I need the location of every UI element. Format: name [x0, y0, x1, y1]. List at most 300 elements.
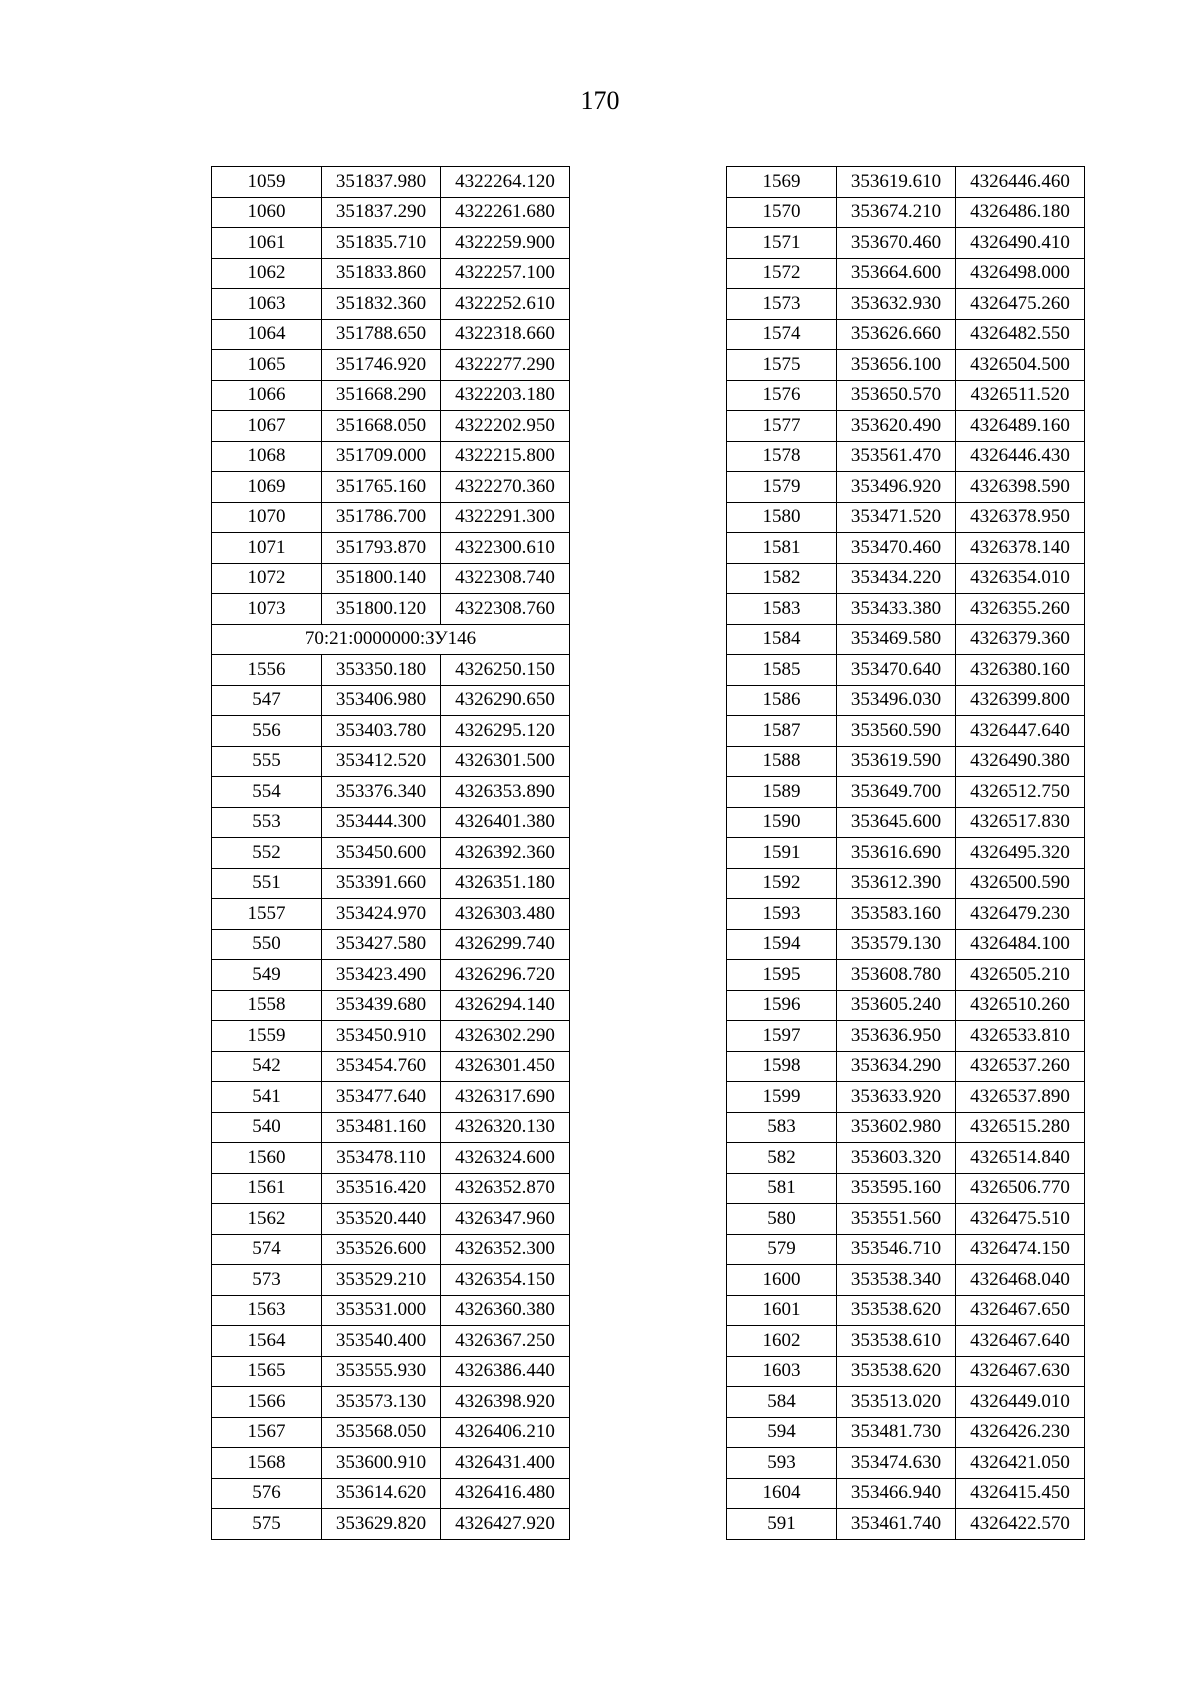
y-coordinate-cell: 4326301.450: [441, 1051, 570, 1082]
x-coordinate-cell: 353461.740: [837, 1509, 956, 1540]
y-coordinate-cell: 4326431.400: [441, 1448, 570, 1479]
table-row: [212, 960, 570, 991]
x-coordinate-cell: 353629.820: [322, 1509, 441, 1540]
x-coordinate-cell: 353376.340: [322, 777, 441, 808]
point-number-cell: 1598: [727, 1051, 837, 1082]
x-coordinate-cell: 353439.680: [322, 990, 441, 1021]
point-number-cell: 1573: [727, 289, 837, 320]
x-coordinate-cell: 353470.460: [837, 533, 956, 564]
table-row: [212, 350, 570, 381]
table-row: [727, 1234, 1085, 1265]
table-row: [212, 258, 570, 289]
x-coordinate-cell: 353664.600: [837, 258, 956, 289]
point-number-cell: 547: [212, 685, 322, 716]
point-number-cell: 550: [212, 929, 322, 960]
table-row: [212, 716, 570, 747]
x-coordinate-cell: 353674.210: [837, 197, 956, 228]
point-number-cell: 1566: [212, 1387, 322, 1418]
x-coordinate-cell: 353560.590: [837, 716, 956, 747]
y-coordinate-cell: 4326380.160: [956, 655, 1085, 686]
table-row: [212, 441, 570, 472]
table-row: [727, 1082, 1085, 1113]
y-coordinate-cell: 4326320.130: [441, 1112, 570, 1143]
x-coordinate-cell: 351837.980: [322, 167, 441, 198]
point-number-cell: 1570: [727, 197, 837, 228]
x-coordinate-cell: 351668.050: [322, 411, 441, 442]
y-coordinate-cell: 4326537.260: [956, 1051, 1085, 1082]
x-coordinate-cell: 353471.520: [837, 502, 956, 533]
y-coordinate-cell: 4326303.480: [441, 899, 570, 930]
table-row: [212, 1143, 570, 1174]
y-coordinate-cell: 4326515.280: [956, 1112, 1085, 1143]
x-coordinate-cell: 353573.130: [322, 1387, 441, 1418]
y-coordinate-cell: 4322261.680: [441, 197, 570, 228]
table-row: [212, 746, 570, 777]
table-row: [212, 1234, 570, 1265]
point-number-cell: 1068: [212, 441, 322, 472]
x-coordinate-cell: 351765.160: [322, 472, 441, 503]
x-coordinate-cell: 353403.780: [322, 716, 441, 747]
x-coordinate-cell: 353423.490: [322, 960, 441, 991]
x-coordinate-cell: 353619.590: [837, 746, 956, 777]
table-row: [727, 777, 1085, 808]
table-row: [727, 624, 1085, 655]
point-number-cell: 1059: [212, 167, 322, 198]
table-row: [727, 1448, 1085, 1479]
y-coordinate-cell: 4326517.830: [956, 807, 1085, 838]
x-coordinate-cell: 353626.660: [837, 319, 956, 350]
y-coordinate-cell: 4326468.040: [956, 1265, 1085, 1296]
x-coordinate-cell: 353636.950: [837, 1021, 956, 1052]
table-row: [212, 167, 570, 198]
point-number-cell: 1560: [212, 1143, 322, 1174]
y-coordinate-cell: 4326498.000: [956, 258, 1085, 289]
table-row: [727, 533, 1085, 564]
table-row: [727, 319, 1085, 350]
y-coordinate-cell: 4326347.960: [441, 1204, 570, 1235]
point-number-cell: 1071: [212, 533, 322, 564]
point-number-cell: 1567: [212, 1417, 322, 1448]
table-row: [212, 655, 570, 686]
table-row: [212, 990, 570, 1021]
table-row: [727, 1326, 1085, 1357]
y-coordinate-cell: 4326479.230: [956, 899, 1085, 930]
y-coordinate-cell: 4326353.890: [441, 777, 570, 808]
point-number-cell: 1583: [727, 594, 837, 625]
x-coordinate-cell: 351788.650: [322, 319, 441, 350]
y-coordinate-cell: 4326511.520: [956, 380, 1085, 411]
y-coordinate-cell: 4322308.740: [441, 563, 570, 594]
table-row: [727, 441, 1085, 472]
x-coordinate-cell: 353391.660: [322, 868, 441, 899]
x-coordinate-cell: 353633.920: [837, 1082, 956, 1113]
table-row: [727, 289, 1085, 320]
x-coordinate-cell: 353427.580: [322, 929, 441, 960]
point-number-cell: 593: [727, 1448, 837, 1479]
point-number-cell: 581: [727, 1173, 837, 1204]
y-coordinate-cell: 4326421.050: [956, 1448, 1085, 1479]
point-number-cell: 1582: [727, 563, 837, 594]
point-number-cell: 1579: [727, 472, 837, 503]
table-row: [212, 1356, 570, 1387]
y-coordinate-cell: 4322259.900: [441, 228, 570, 259]
table-row: [212, 807, 570, 838]
y-coordinate-cell: 4322300.610: [441, 533, 570, 564]
table-row: [212, 1509, 570, 1540]
x-coordinate-cell: 353433.380: [837, 594, 956, 625]
y-coordinate-cell: 4326302.290: [441, 1021, 570, 1052]
y-coordinate-cell: 4326250.150: [441, 655, 570, 686]
point-number-cell: 1069: [212, 472, 322, 503]
table-row: [727, 1143, 1085, 1174]
point-number-cell: 542: [212, 1051, 322, 1082]
table-row: [212, 563, 570, 594]
y-coordinate-cell: 4326426.230: [956, 1417, 1085, 1448]
y-coordinate-cell: 4326486.180: [956, 197, 1085, 228]
y-coordinate-cell: 4326512.750: [956, 777, 1085, 808]
point-number-cell: 1569: [727, 167, 837, 198]
x-coordinate-cell: 351746.920: [322, 350, 441, 381]
y-coordinate-cell: 4326422.570: [956, 1509, 1085, 1540]
x-coordinate-cell: 353516.420: [322, 1173, 441, 1204]
point-number-cell: 1064: [212, 319, 322, 350]
table-row: [212, 319, 570, 350]
y-coordinate-cell: 4326301.500: [441, 746, 570, 777]
point-number-cell: 1597: [727, 1021, 837, 1052]
y-coordinate-cell: 4326386.440: [441, 1356, 570, 1387]
x-coordinate-cell: 353620.490: [837, 411, 956, 442]
x-coordinate-cell: 353434.220: [837, 563, 956, 594]
point-number-cell: 1556: [212, 655, 322, 686]
y-coordinate-cell: 4326475.510: [956, 1204, 1085, 1235]
x-coordinate-cell: 353602.980: [837, 1112, 956, 1143]
x-coordinate-cell: 353632.930: [837, 289, 956, 320]
point-number-cell: 1063: [212, 289, 322, 320]
point-number-cell: 1604: [727, 1478, 837, 1509]
point-number-cell: 1581: [727, 533, 837, 564]
y-coordinate-cell: 4326296.720: [441, 960, 570, 991]
point-number-cell: 1563: [212, 1295, 322, 1326]
table-row: [212, 533, 570, 564]
table-row: [727, 167, 1085, 198]
table-row: [727, 228, 1085, 259]
x-coordinate-cell: 351800.140: [322, 563, 441, 594]
point-number-cell: 1559: [212, 1021, 322, 1052]
x-coordinate-cell: 353551.560: [837, 1204, 956, 1235]
point-number-cell: 1584: [727, 624, 837, 655]
x-coordinate-cell: 353531.000: [322, 1295, 441, 1326]
table-row: [212, 1204, 570, 1235]
y-coordinate-cell: 4326449.010: [956, 1387, 1085, 1418]
x-coordinate-cell: 353608.780: [837, 960, 956, 991]
x-coordinate-cell: 353450.910: [322, 1021, 441, 1052]
x-coordinate-cell: 353496.030: [837, 685, 956, 716]
y-coordinate-cell: 4326504.500: [956, 350, 1085, 381]
y-coordinate-cell: 4326379.360: [956, 624, 1085, 655]
parcel-id-cell: 70:21:0000000:ЗУ146: [212, 624, 570, 655]
y-coordinate-cell: 4322277.290: [441, 350, 570, 381]
point-number-cell: 582: [727, 1143, 837, 1174]
x-coordinate-cell: 353614.620: [322, 1478, 441, 1509]
point-number-cell: 1572: [727, 258, 837, 289]
x-coordinate-cell: 353450.600: [322, 838, 441, 869]
point-number-cell: 1588: [727, 746, 837, 777]
x-coordinate-cell: 351668.290: [322, 380, 441, 411]
point-number-cell: 552: [212, 838, 322, 869]
point-number-cell: 1564: [212, 1326, 322, 1357]
table-row: [212, 1082, 570, 1113]
table-row: [727, 197, 1085, 228]
y-coordinate-cell: 4326401.380: [441, 807, 570, 838]
point-number-cell: 1576: [727, 380, 837, 411]
table-row: [212, 929, 570, 960]
y-coordinate-cell: 4326427.920: [441, 1509, 570, 1540]
table-row: [727, 899, 1085, 930]
table-row: [212, 289, 570, 320]
point-number-cell: 1060: [212, 197, 322, 228]
point-number-cell: 1594: [727, 929, 837, 960]
table-row: [727, 258, 1085, 289]
y-coordinate-cell: 4326489.160: [956, 411, 1085, 442]
table-row: [727, 411, 1085, 442]
y-coordinate-cell: 4326294.140: [441, 990, 570, 1021]
x-coordinate-cell: 353481.160: [322, 1112, 441, 1143]
x-coordinate-cell: 353616.690: [837, 838, 956, 869]
y-coordinate-cell: 4326482.550: [956, 319, 1085, 350]
table-row: [212, 1021, 570, 1052]
table-row: [727, 1112, 1085, 1143]
table-row: [212, 1051, 570, 1082]
y-coordinate-cell: 4326399.800: [956, 685, 1085, 716]
x-coordinate-cell: 353595.160: [837, 1173, 956, 1204]
x-coordinate-cell: 353538.620: [837, 1295, 956, 1326]
y-coordinate-cell: 4326514.840: [956, 1143, 1085, 1174]
point-number-cell: 1589: [727, 777, 837, 808]
point-number-cell: 1571: [727, 228, 837, 259]
point-number-cell: 1591: [727, 838, 837, 869]
point-number-cell: 583: [727, 1112, 837, 1143]
table-row: [212, 1112, 570, 1143]
y-coordinate-cell: 4326446.430: [956, 441, 1085, 472]
x-coordinate-cell: 351786.700: [322, 502, 441, 533]
y-coordinate-cell: 4326398.590: [956, 472, 1085, 503]
y-coordinate-cell: 4322264.120: [441, 167, 570, 198]
y-coordinate-cell: 4326495.320: [956, 838, 1085, 869]
point-number-cell: 1585: [727, 655, 837, 686]
table-row: [727, 929, 1085, 960]
x-coordinate-cell: 353538.610: [837, 1326, 956, 1357]
coordinates-table-left: [211, 166, 570, 1540]
y-coordinate-cell: 4326360.380: [441, 1295, 570, 1326]
table-row: [212, 899, 570, 930]
point-number-cell: 1580: [727, 502, 837, 533]
y-coordinate-cell: 4326398.920: [441, 1387, 570, 1418]
table-row: [212, 1448, 570, 1479]
y-coordinate-cell: 4322203.180: [441, 380, 570, 411]
point-number-cell: 1070: [212, 502, 322, 533]
x-coordinate-cell: 353538.340: [837, 1265, 956, 1296]
x-coordinate-cell: 353650.570: [837, 380, 956, 411]
table-row: [727, 990, 1085, 1021]
table-row: [212, 868, 570, 899]
y-coordinate-cell: 4322257.100: [441, 258, 570, 289]
point-number-cell: 1593: [727, 899, 837, 930]
y-coordinate-cell: 4326475.260: [956, 289, 1085, 320]
y-coordinate-cell: 4326467.640: [956, 1326, 1085, 1357]
x-coordinate-cell: 353406.980: [322, 685, 441, 716]
x-coordinate-cell: 353350.180: [322, 655, 441, 686]
x-coordinate-cell: 353634.290: [837, 1051, 956, 1082]
point-number-cell: 554: [212, 777, 322, 808]
y-coordinate-cell: 4326446.460: [956, 167, 1085, 198]
y-coordinate-cell: 4326354.150: [441, 1265, 570, 1296]
point-number-cell: 574: [212, 1234, 322, 1265]
x-coordinate-cell: 353546.710: [837, 1234, 956, 1265]
point-number-cell: 594: [727, 1417, 837, 1448]
x-coordinate-cell: 353478.110: [322, 1143, 441, 1174]
point-number-cell: 573: [212, 1265, 322, 1296]
point-number-cell: 1558: [212, 990, 322, 1021]
y-coordinate-cell: 4326415.450: [956, 1478, 1085, 1509]
table-row: [212, 838, 570, 869]
table-row: [212, 1173, 570, 1204]
point-number-cell: 1062: [212, 258, 322, 289]
table-row: [727, 1021, 1085, 1052]
point-number-cell: 1603: [727, 1356, 837, 1387]
y-coordinate-cell: 4326378.950: [956, 502, 1085, 533]
point-number-cell: 1565: [212, 1356, 322, 1387]
point-number-cell: 1561: [212, 1173, 322, 1204]
table-row: [727, 1509, 1085, 1540]
y-coordinate-cell: 4326352.300: [441, 1234, 570, 1265]
table-row: [212, 1417, 570, 1448]
table-row: [727, 472, 1085, 503]
table-row: [212, 197, 570, 228]
table-row: [212, 228, 570, 259]
point-number-cell: 1599: [727, 1082, 837, 1113]
y-coordinate-cell: 4326537.890: [956, 1082, 1085, 1113]
table-row: [212, 685, 570, 716]
table-row: [727, 655, 1085, 686]
x-coordinate-cell: 353568.050: [322, 1417, 441, 1448]
table-row: [727, 838, 1085, 869]
point-number-cell: 1073: [212, 594, 322, 625]
table-row: [727, 380, 1085, 411]
table-row: [727, 1478, 1085, 1509]
table-row: [727, 502, 1085, 533]
x-coordinate-cell: 353496.920: [837, 472, 956, 503]
y-coordinate-cell: 4326367.250: [441, 1326, 570, 1357]
table-row: [212, 472, 570, 503]
y-coordinate-cell: 4326324.600: [441, 1143, 570, 1174]
x-coordinate-cell: 353649.700: [837, 777, 956, 808]
x-coordinate-cell: 353477.640: [322, 1082, 441, 1113]
y-coordinate-cell: 4326484.100: [956, 929, 1085, 960]
point-number-cell: 1575: [727, 350, 837, 381]
table-row: [727, 1387, 1085, 1418]
point-number-cell: 1065: [212, 350, 322, 381]
x-coordinate-cell: 353619.610: [837, 167, 956, 198]
point-number-cell: 1574: [727, 319, 837, 350]
y-coordinate-cell: 4322202.950: [441, 411, 570, 442]
x-coordinate-cell: 353444.300: [322, 807, 441, 838]
table-row: [727, 685, 1085, 716]
point-number-cell: 1590: [727, 807, 837, 838]
point-number-cell: 576: [212, 1478, 322, 1509]
table-row: [727, 594, 1085, 625]
point-number-cell: 1066: [212, 380, 322, 411]
y-coordinate-cell: 4322215.800: [441, 441, 570, 472]
table-row: [212, 1295, 570, 1326]
y-coordinate-cell: 4326506.770: [956, 1173, 1085, 1204]
point-number-cell: 541: [212, 1082, 322, 1113]
point-number-cell: 591: [727, 1509, 837, 1540]
y-coordinate-cell: 4326416.480: [441, 1478, 570, 1509]
point-number-cell: 575: [212, 1509, 322, 1540]
table-row: [727, 1051, 1085, 1082]
table-row: [727, 1356, 1085, 1387]
y-coordinate-cell: 4322252.610: [441, 289, 570, 320]
x-coordinate-cell: 351793.870: [322, 533, 441, 564]
y-coordinate-cell: 4322291.300: [441, 502, 570, 533]
table-row: [212, 502, 570, 533]
point-number-cell: 584: [727, 1387, 837, 1418]
y-coordinate-cell: 4326467.630: [956, 1356, 1085, 1387]
point-number-cell: 1595: [727, 960, 837, 991]
table-row: [212, 594, 570, 625]
y-coordinate-cell: 4326351.180: [441, 868, 570, 899]
point-number-cell: 540: [212, 1112, 322, 1143]
x-coordinate-cell: 353555.930: [322, 1356, 441, 1387]
table-row: [212, 1326, 570, 1357]
table-row: [727, 1417, 1085, 1448]
y-coordinate-cell: 4326352.870: [441, 1173, 570, 1204]
section-header-row: [212, 624, 570, 655]
y-coordinate-cell: 4326290.650: [441, 685, 570, 716]
x-coordinate-cell: 353670.460: [837, 228, 956, 259]
y-coordinate-cell: 4326354.010: [956, 563, 1085, 594]
x-coordinate-cell: 351832.360: [322, 289, 441, 320]
table-row: [212, 1387, 570, 1418]
y-coordinate-cell: 4326510.260: [956, 990, 1085, 1021]
table-row: [727, 807, 1085, 838]
point-number-cell: 555: [212, 746, 322, 777]
x-coordinate-cell: 353412.520: [322, 746, 441, 777]
y-coordinate-cell: 4322270.360: [441, 472, 570, 503]
point-number-cell: 580: [727, 1204, 837, 1235]
table-row: [727, 868, 1085, 899]
x-coordinate-cell: 351800.120: [322, 594, 441, 625]
x-coordinate-cell: 353656.100: [837, 350, 956, 381]
x-coordinate-cell: 353481.730: [837, 1417, 956, 1448]
x-coordinate-cell: 351709.000: [322, 441, 441, 472]
point-number-cell: 1568: [212, 1448, 322, 1479]
point-number-cell: 556: [212, 716, 322, 747]
x-coordinate-cell: 351837.290: [322, 197, 441, 228]
point-number-cell: 1562: [212, 1204, 322, 1235]
point-number-cell: 1586: [727, 685, 837, 716]
table-row: [212, 380, 570, 411]
x-coordinate-cell: 353540.400: [322, 1326, 441, 1357]
y-coordinate-cell: 4326500.590: [956, 868, 1085, 899]
y-coordinate-cell: 4326299.740: [441, 929, 570, 960]
table-row: [727, 716, 1085, 747]
y-coordinate-cell: 4326447.640: [956, 716, 1085, 747]
table-row: [212, 1265, 570, 1296]
x-coordinate-cell: 353561.470: [837, 441, 956, 472]
y-coordinate-cell: 4326490.410: [956, 228, 1085, 259]
point-number-cell: 1592: [727, 868, 837, 899]
